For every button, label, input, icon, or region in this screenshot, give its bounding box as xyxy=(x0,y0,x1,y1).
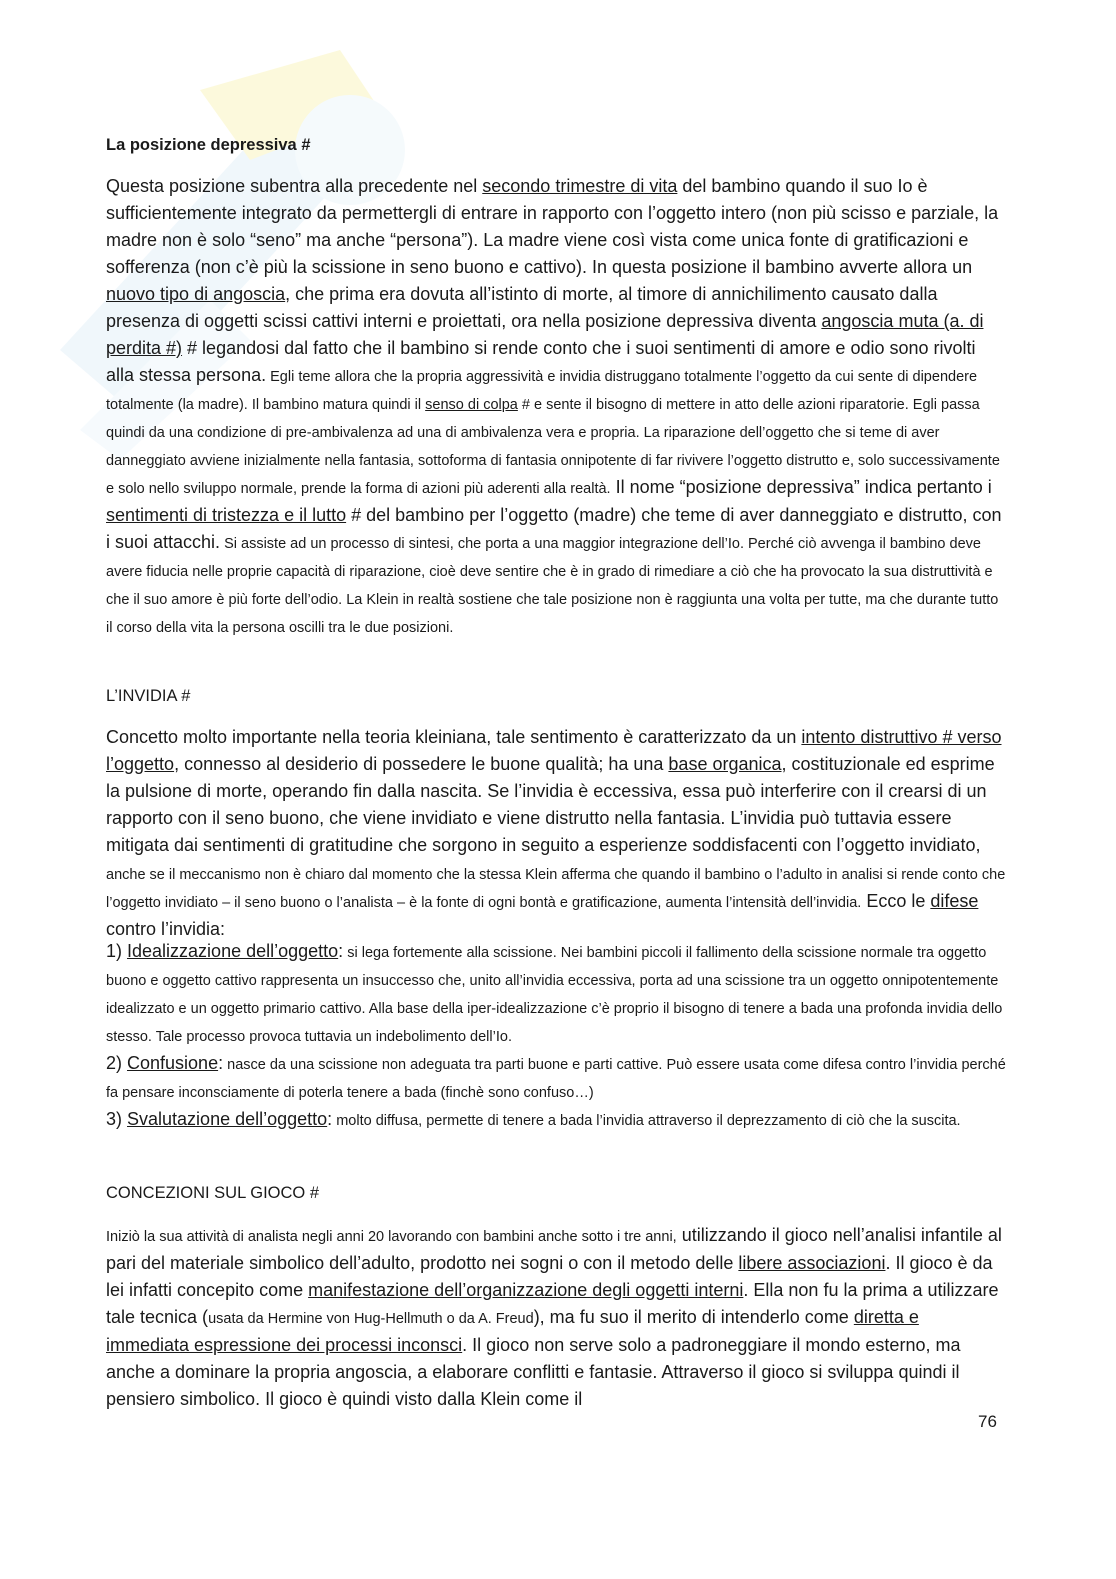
underlined-term: Idealizzazione dell’oggetto xyxy=(127,941,339,961)
text: , che prima era dovuta all’istinto di morte, al timore di annichilimento causato dalla presenza di oggetti scissi cattivi interni e proiettati, ora nella posizione depressiva diventa xyxy=(106,284,938,331)
underlined-term: Svalutazione dell’oggetto xyxy=(127,1109,328,1129)
text: utilizzando il gioco nell’analisi infantile al pari del materiale simbolico dell’adulto, prodotto nei sogni o con il metodo delle xyxy=(106,1225,1002,1273)
text: Ecco le xyxy=(861,891,931,911)
text: . Ella non fu la prima a utilizzare tale tecnica ( xyxy=(106,1280,999,1327)
text: # legandosi dal fatto che il bambino si rende conto che i suoi sentimenti di amore e odio sono rivolti alla stessa persona. xyxy=(106,338,976,385)
text: : xyxy=(338,941,344,961)
text: Il nome “posizione depressiva” indica pertanto i xyxy=(610,477,992,497)
page-number: 76 xyxy=(978,1412,997,1431)
small-text: molto diffusa, permette di tenere a bada l’invidia attraverso il deprezzamento di ciò che la suscita. xyxy=(332,1113,961,1129)
defenses-list xyxy=(106,938,1006,1134)
list-item-confusione xyxy=(106,1050,1006,1106)
text: del bambino quando il suo Io è sufficientemente integrato da permettergli di entrare in rapporto con l’oggetto intero (non più scisso e parziale, la madre non è solo “seno” ma anche “persona”). La madre viene così vista come unica fonte di gratificazioni e sofferenza (non c’è più la scissione in seno buono e cattivo). In questa posizione il bambino avverte allora un xyxy=(106,176,999,277)
underlined-term: difese xyxy=(930,891,979,911)
list-item-svalutazione xyxy=(106,1106,1006,1134)
small-text: usata da Hermine von Hug-Hellmuth o da A. Freud xyxy=(208,1311,534,1327)
underlined-term: angoscia muta (a. di perdita #) xyxy=(106,311,984,358)
underlined-term: diretta e immediata espressione dei processi inconsci xyxy=(106,1307,919,1355)
small-text: Si assiste ad un processo di sintesi, che porta a una maggior integrazione dell’Io. Perché ciò avvenga il bambino deve avere fiducia nelle proprie capacità di riparazione, cioè deve sentire che è in grado di rimediare a ciò che ha provocato la sua distruttività e che il suo amore è più forte dell’odio. La Klein in realtà sostiene che tale posizione non è raggiunta una volta per tutte, ma che durante tutto il corso della vita la persona oscilli tra le due posizioni. xyxy=(106,536,999,636)
underlined-term: nuovo tipo di angoscia xyxy=(106,284,286,304)
list-item-idealizzazione xyxy=(106,938,1006,1050)
section-heading-invidia: L’INVIDIA # xyxy=(106,687,191,705)
text: Concetto molto importante nella teoria kleiniana, tale sentimento è caratterizzato da un xyxy=(106,727,802,747)
text: . Il gioco non serve solo a padroneggiare il mondo esterno, ma anche a dominare la propria angoscia, a elaborare conflitti e fantasie. Attraverso il gioco si sviluppa quindi il pensiero simbolico. Il gioco è quindi visto dalla Klein come il xyxy=(106,1335,961,1409)
small-text: Iniziò la sua attività di analista negli anni 20 lavorando con bambini anche sotto i tre anni, xyxy=(106,1229,677,1245)
text: contro l’invidia: xyxy=(106,919,226,939)
section-heading-gioco: CONCEZIONI SUL GIOCO # xyxy=(106,1184,320,1202)
small-text: si lega fortemente alla scissione. Nei bambini piccoli il fallimento della scissione normale tra oggetto buono e oggetto cattivo rappresenta un insuccesso che, unito all’invidia eccessiva, porta ad una scissione tra un oggetto onnipotentemente idealizzato e un oggetto primario cattivo. Alla base della iper-idealizzazione c’è proprio il bisogno di tenere a bada una profonda invidia dello stesso. Tale processo provoca tuttavia un indebolimento dell’Io. xyxy=(106,945,1003,1045)
list-number: 1) xyxy=(106,941,128,961)
paragraph-gioco xyxy=(106,1222,1006,1413)
small-text: # e sente il bisogno di mettere in atto delle azioni riparatorie. Egli passa quindi da una condizione di pre-ambivalenza ad una di ambivalenza vera e propria. La riparazione dell’oggetto che si teme di aver danneggiato avviene inizialmente nella fantasia, sottoforma di fantasia onnipotente di far rivivere l’oggetto distrutto e, solo successivamente e solo nello sviluppo normale, prende la forma di azioni più aderenti alla realtà. xyxy=(106,397,1000,497)
paragraph-invidia xyxy=(106,724,1006,943)
underlined-term: Confusione xyxy=(127,1053,219,1073)
small-text: anche se il meccanismo non è chiaro dal momento che la stessa Klein afferma che quando il bambino o l’adulto in analisi si rende conto che l’oggetto invidiato – il seno buono o l’analista – è la fonte di ogni bontà e gratificazione, aumenta l’intensità dell’invidia. xyxy=(106,867,1006,911)
text: , connesso al desiderio di possedere le buone qualità; ha una xyxy=(174,754,669,774)
underlined-term: intento distruttivo # verso l’oggetto xyxy=(106,727,1002,774)
small-text: Egli teme allora che la propria aggressività e invidia distruggano totalmente l’oggetto da cui sente di dipendere totalmente (la madre). Il bambino matura quindi il xyxy=(106,369,978,413)
underlined-term: senso di colpa xyxy=(425,397,518,413)
text: . Il gioco è da lei infatti concepito come xyxy=(106,1253,993,1300)
text: : xyxy=(327,1109,333,1129)
text: ), ma fu suo il merito di intenderlo come xyxy=(533,1307,854,1327)
underlined-term: libere associazioni xyxy=(738,1253,886,1273)
small-text: nasce da una scissione non adeguata tra parti buone e parti cattive. Può essere usata come difesa contro l’invidia perché fa pensare inconsciamente di poterla tenere a bada (finchè sono confuso…) xyxy=(106,1057,1006,1101)
section-title-posizione-depressiva: La posizione depressiva # xyxy=(106,136,311,154)
text: # del bambino per l’oggetto (madre) che teme di aver danneggiato e distrutto, con i suoi attacchi. xyxy=(106,505,1002,552)
underlined-term: sentimenti di tristezza e il lutto xyxy=(106,505,347,525)
paragraph-posizione-depressiva xyxy=(106,173,1006,641)
underlined-term: base organica xyxy=(668,754,782,774)
list-number: 2) xyxy=(106,1053,128,1073)
underlined-term: secondo trimestre di vita xyxy=(482,176,678,196)
list-number: 3) xyxy=(106,1109,128,1129)
text: Questa posizione subentra alla precedente nel xyxy=(106,176,483,196)
text: : xyxy=(218,1053,224,1073)
text: , costituzionale ed esprime la pulsione di morte, operando fin dalla nascita. Se l’invidia è eccessiva, essa può interferire con il crearsi di un rapporto con il seno buono, che viene invidiato e viene distrutto nella fantasia. L’invidia può tuttavia essere mitigata dai sentimenti di gratitudine che sorgono in seguito a esperienze soddisfacenti con l’oggetto invidiato, xyxy=(106,754,995,855)
underlined-term: manifestazione dell’organizzazione degli oggetti interni xyxy=(308,1280,744,1300)
